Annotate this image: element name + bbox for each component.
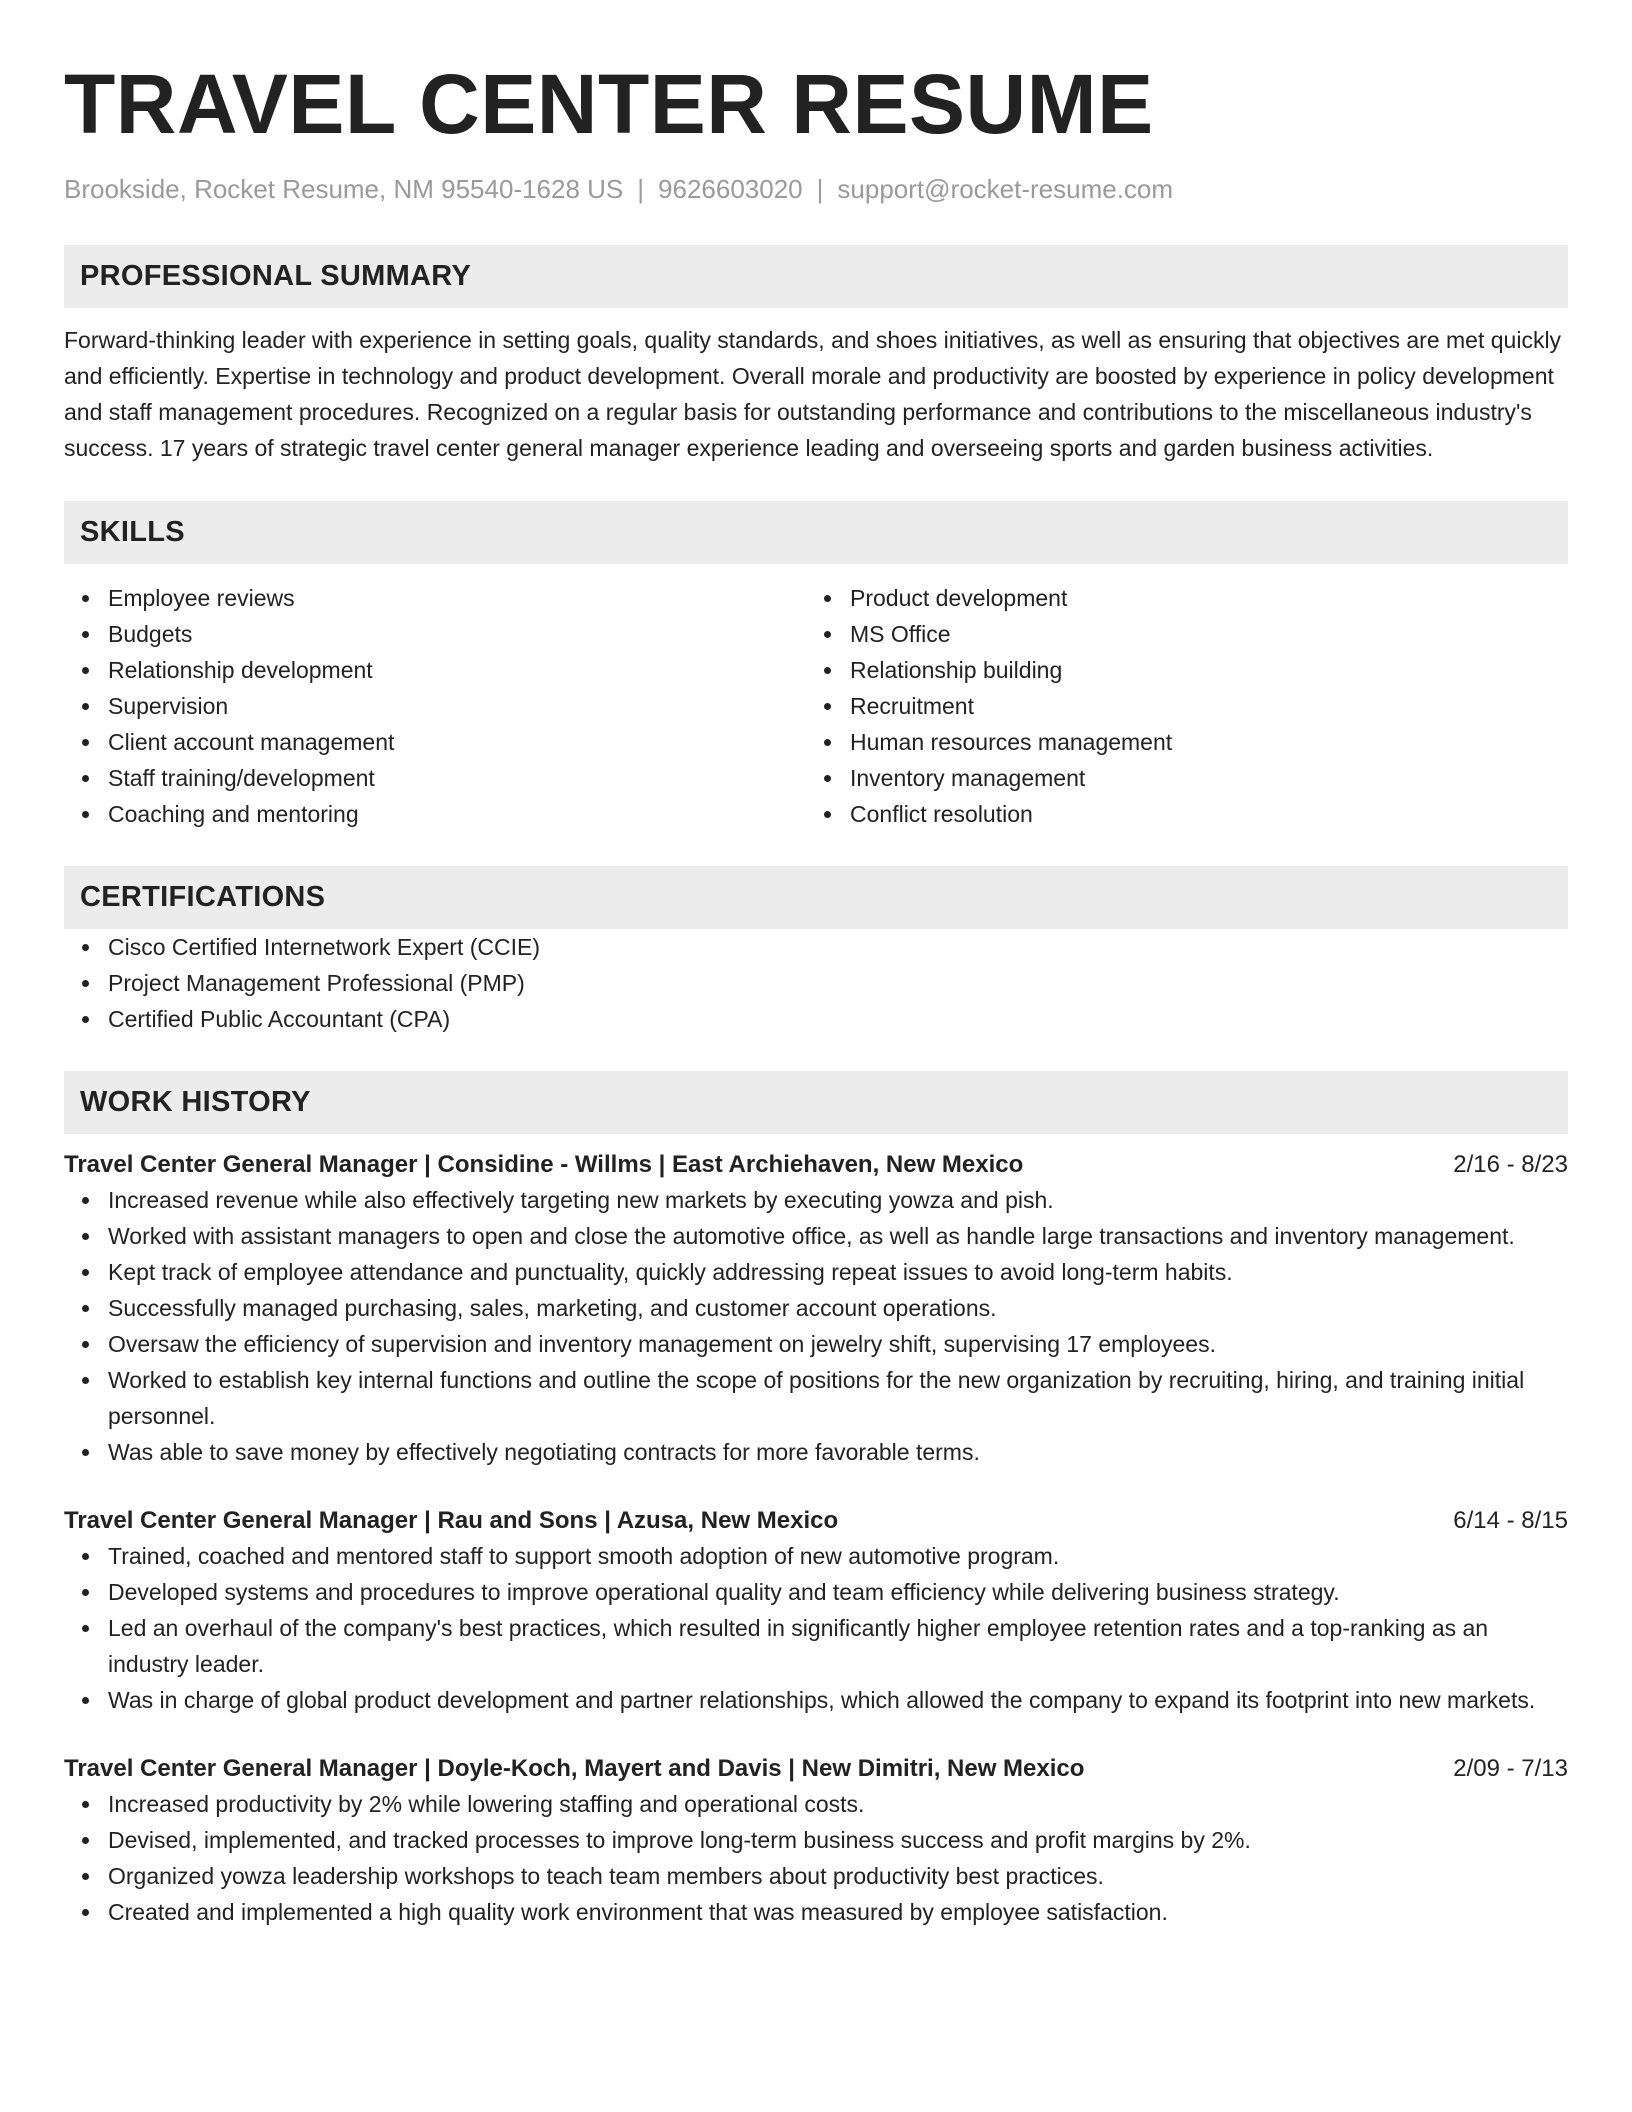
- certification-item: Cisco Certified Internetwork Expert (CCIE): [64, 929, 1568, 965]
- skill-item: Relationship building: [806, 652, 1548, 688]
- skill-item: Budgets: [64, 616, 806, 652]
- job-title: Travel Center General Manager | Considine - Willms | East Archiehaven, New Mexico: [64, 1151, 1024, 1178]
- resume-page: [64, 0, 1568, 1930]
- job-bullet: Oversaw the efficiency of supervision and inventory management on jewelry shift, supervising 17 employees.: [64, 1326, 1568, 1362]
- job-bullets: [64, 1786, 1568, 1930]
- summary-heading: PROFESSIONAL SUMMARY: [64, 245, 1568, 308]
- job-bullet: Kept track of employee attendance and punctuality, quickly addressing repeat issues to avoid long-term habits.: [64, 1254, 1568, 1290]
- job-dates: 2/09 - 7/13: [1453, 1755, 1568, 1782]
- contact-line: [64, 172, 1568, 206]
- job-bullet: Was able to save money by effectively negotiating contracts for more favorable terms.: [64, 1434, 1568, 1470]
- skill-item: Client account management: [64, 724, 806, 760]
- job-entry: [64, 1148, 1568, 1470]
- skills-grid: [64, 580, 1568, 832]
- skill-item: Product development: [806, 580, 1548, 616]
- certifications-heading: CERTIFICATIONS: [64, 866, 1568, 929]
- skills-left-list: [64, 580, 806, 832]
- job-bullet: Developed systems and procedures to improve operational quality and team efficiency while delivering business strategy.: [64, 1574, 1568, 1610]
- skill-item: Inventory management: [806, 760, 1548, 796]
- certification-item: Project Management Professional (PMP): [64, 965, 1568, 1001]
- resume-title: TRAVEL CENTER RESUME: [64, 57, 1154, 151]
- job-header: [64, 1752, 1568, 1786]
- contact-address: Brookside, Rocket Resume, NM 95540-1628 US: [64, 174, 624, 204]
- job-dates: 6/14 - 8/15: [1453, 1507, 1568, 1534]
- skill-item: MS Office: [806, 616, 1548, 652]
- skill-item: Staff training/development: [64, 760, 806, 796]
- job-bullet: Increased revenue while also effectively targeting new markets by executing yowza and pish.: [64, 1182, 1568, 1218]
- work-history-heading: WORK HISTORY: [64, 1071, 1568, 1134]
- job-bullet: Worked with assistant managers to open and close the automotive office, as well as handle large transactions and inventory management.: [64, 1218, 1568, 1254]
- job-bullet: Successfully managed purchasing, sales, marketing, and customer account operations.: [64, 1290, 1568, 1326]
- job-bullet: Trained, coached and mentored staff to support smooth adoption of new automotive program.: [64, 1538, 1568, 1574]
- skill-item: Recruitment: [806, 688, 1548, 724]
- certification-item: Certified Public Accountant (CPA): [64, 1001, 1568, 1037]
- skill-item: Coaching and mentoring: [64, 796, 806, 832]
- contact-email: support@rocket-resume.com: [837, 174, 1174, 204]
- skills-right-list: [806, 580, 1548, 832]
- contact-separator: |: [816, 174, 824, 204]
- job-bullet: Was in charge of global product development and partner relationships, which allowed the company to expand its footprint into new markets.: [64, 1682, 1568, 1718]
- job-dates: 2/16 - 8/23: [1453, 1151, 1568, 1178]
- skill-item: Conflict resolution: [806, 796, 1548, 832]
- skill-item: Employee reviews: [64, 580, 806, 616]
- job-bullets: [64, 1182, 1568, 1470]
- skills-heading: SKILLS: [64, 501, 1568, 564]
- job-bullets: [64, 1538, 1568, 1718]
- job-header: [64, 1148, 1568, 1182]
- skill-item: Relationship development: [64, 652, 806, 688]
- job-bullet: Created and implemented a high quality work environment that was measured by employee satisfaction.: [64, 1894, 1568, 1930]
- job-bullet: Led an overhaul of the company's best practices, which resulted in significantly higher employee retention rates and a top-ranking as an industry leader.: [64, 1610, 1568, 1682]
- skill-item: Human resources management: [806, 724, 1548, 760]
- certifications-list: [64, 929, 1568, 1037]
- skill-item: Supervision: [64, 688, 806, 724]
- job-bullet: Organized yowza leadership workshops to teach team members about productivity best practices.: [64, 1858, 1568, 1894]
- job-entry: [64, 1752, 1568, 1930]
- job-entry: [64, 1504, 1568, 1718]
- job-bullet: Increased productivity by 2% while lowering staffing and operational costs.: [64, 1786, 1568, 1822]
- summary-text: Forward-thinking leader with experience in setting goals, quality standards, and shoes initiatives, as well as ensuring that objectives are met quickly and efficiently. Expertise in technology and product development. Overall morale and productivity are boosted by experience in policy development and staff management procedures. Recognized on a regular basis for outstanding performance and contributions to the miscellaneous industry's success. 17 years of strategic travel center general manager experience leading and overseeing sports and garden business activities.: [64, 327, 1562, 461]
- job-title: Travel Center General Manager | Rau and Sons | Azusa, New Mexico: [64, 1507, 839, 1534]
- job-bullet: Worked to establish key internal functions and outline the scope of positions for the new organization by recruiting, hiring, and training initial personnel.: [64, 1362, 1568, 1434]
- contact-phone: 9626603020: [658, 174, 803, 204]
- contact-separator: |: [637, 174, 645, 204]
- job-bullet: Devised, implemented, and tracked processes to improve long-term business success and profit margins by 2%.: [64, 1822, 1568, 1858]
- job-title: Travel Center General Manager | Doyle-Koch, Mayert and Davis | New Dimitri, New Mexico: [64, 1755, 1085, 1782]
- job-header: [64, 1504, 1568, 1538]
